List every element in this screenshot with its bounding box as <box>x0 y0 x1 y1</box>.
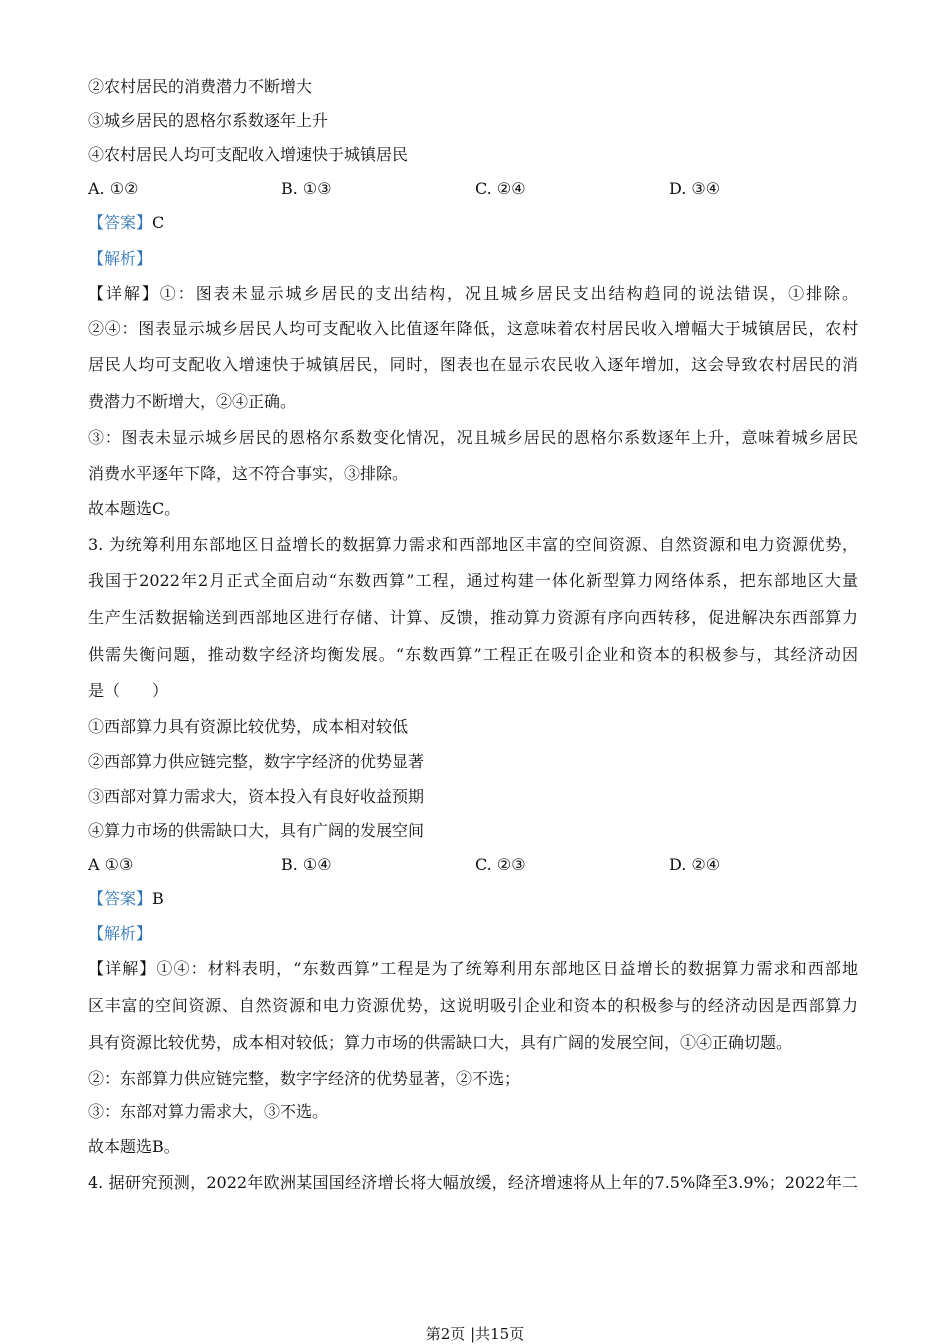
page-footer: 第2页 |共15页 <box>425 1325 525 1343</box>
answer-line <box>88 888 164 910</box>
option-c: C. ②③ <box>475 855 526 874</box>
explanation-line: 消费水平逐年下降，这不符合事实，③排除。 <box>88 464 409 483</box>
question-stem-line: 生产生活数据输送到西部地区进行存储、计算、反馈，推动算力资源有序向西转移，促进解决东西部算力 <box>88 608 858 627</box>
question-stem-line: 是（ ） <box>88 681 169 700</box>
question-stem-line: 我国于2022年2月正式全面启动“东数西算”工程，通过构建一体化新型算力网络体系，把东部地区大量 <box>88 571 858 590</box>
choice-item: ④农村居民人均可支配收入增速快于城镇居民 <box>88 145 409 164</box>
option-b: B. ①③ <box>281 179 332 198</box>
option-d: D. ②④ <box>669 855 721 874</box>
analysis-label: 【解析】 <box>88 924 153 943</box>
option-d: D. ③④ <box>669 179 721 198</box>
option-b: B. ①④ <box>281 855 332 874</box>
choice-item: ④算力市场的供需缺口大，具有广阔的发展空间 <box>88 821 425 840</box>
choice-item: ②农村居民的消费潜力不断增大 <box>88 77 313 96</box>
option-a: A. ①② <box>88 179 139 198</box>
explanation-line: 居民人均可支配收入增速快于城镇居民，同时，图表也在显示农民收入逐年增加，这会导致农村居民的消 <box>88 355 858 374</box>
explanation-line: 费潜力不断增大，②④正确。 <box>88 392 297 411</box>
answer-label: 【答案】 <box>88 213 153 232</box>
choice-item: ③西部对算力需求大，资本投入有良好收益预期 <box>88 787 425 806</box>
analysis-label: 【解析】 <box>88 249 153 268</box>
choice-item: ①西部算力具有资源比较优势，成本相对较低 <box>88 717 409 736</box>
explanation-line: ②④：图表显示城乡居民人均可支配收入比值逐年降低，这意味着农村居民收入增幅大于城镇居民，农村 <box>88 319 858 338</box>
explanation-line: ③：图表未显示城乡居民的恩格尔系数变化情况，况且城乡居民的恩格尔系数逐年上升，意味着城乡居民 <box>88 428 858 447</box>
explanation-line: 区丰富的空间资源、自然资源和电力资源优势，这说明吸引企业和资本的积极参与的经济动因是西部算力 <box>88 996 858 1015</box>
choice-item: ②西部算力供应链完整，数字字经济的优势显著 <box>88 752 425 771</box>
explanation-line: ②：东部算力供应链完整，数字字经济的优势显著，②不选； <box>88 1069 521 1088</box>
explanation-line: ③：东部对算力需求大，③不选。 <box>88 1102 329 1121</box>
explanation-line: 【详解】①④：材料表明，“东数西算”工程是为了统筹利用东部地区日益增长的数据算力需求和西部地 <box>88 959 858 978</box>
answer-value: C <box>152 213 165 232</box>
option-c: C. ②④ <box>475 179 526 198</box>
answer-value: B <box>152 889 164 908</box>
question-stem-line: 4. 据研究预测，2022年欧洲某国国经济增长将大幅放缓，经济增速将从上年的7.5%降至3.9%；2022年二 <box>88 1173 858 1192</box>
explanation-line: 故本题选B。 <box>88 1137 180 1156</box>
question-stem-line: 3. 为统筹利用东部地区日益增长的数据算力需求和西部地区丰富的空间资源、自然资源和电力资源优势， <box>88 535 858 554</box>
answer-label: 【答案】 <box>88 889 153 908</box>
explanation-line: 【详解】①：图表未显示城乡居民的支出结构，况且城乡居民支出结构趋同的说法错误，①排除。 <box>88 284 858 303</box>
choice-item: ③城乡居民的恩格尔系数逐年上升 <box>88 111 329 130</box>
option-a: A ①③ <box>88 855 134 874</box>
answer-line <box>88 212 164 234</box>
question-stem-line: 供需失衡问题，推动数字经济均衡发展。“东数西算”工程正在吸引企业和资本的积极参与，其经济动因 <box>88 645 858 664</box>
explanation-line: 故本题选C。 <box>88 499 181 518</box>
explanation-line: 具有资源比较优势，成本相对较低；算力市场的供需缺口大，具有广阔的发展空间，①④正确切题。 <box>88 1033 793 1052</box>
